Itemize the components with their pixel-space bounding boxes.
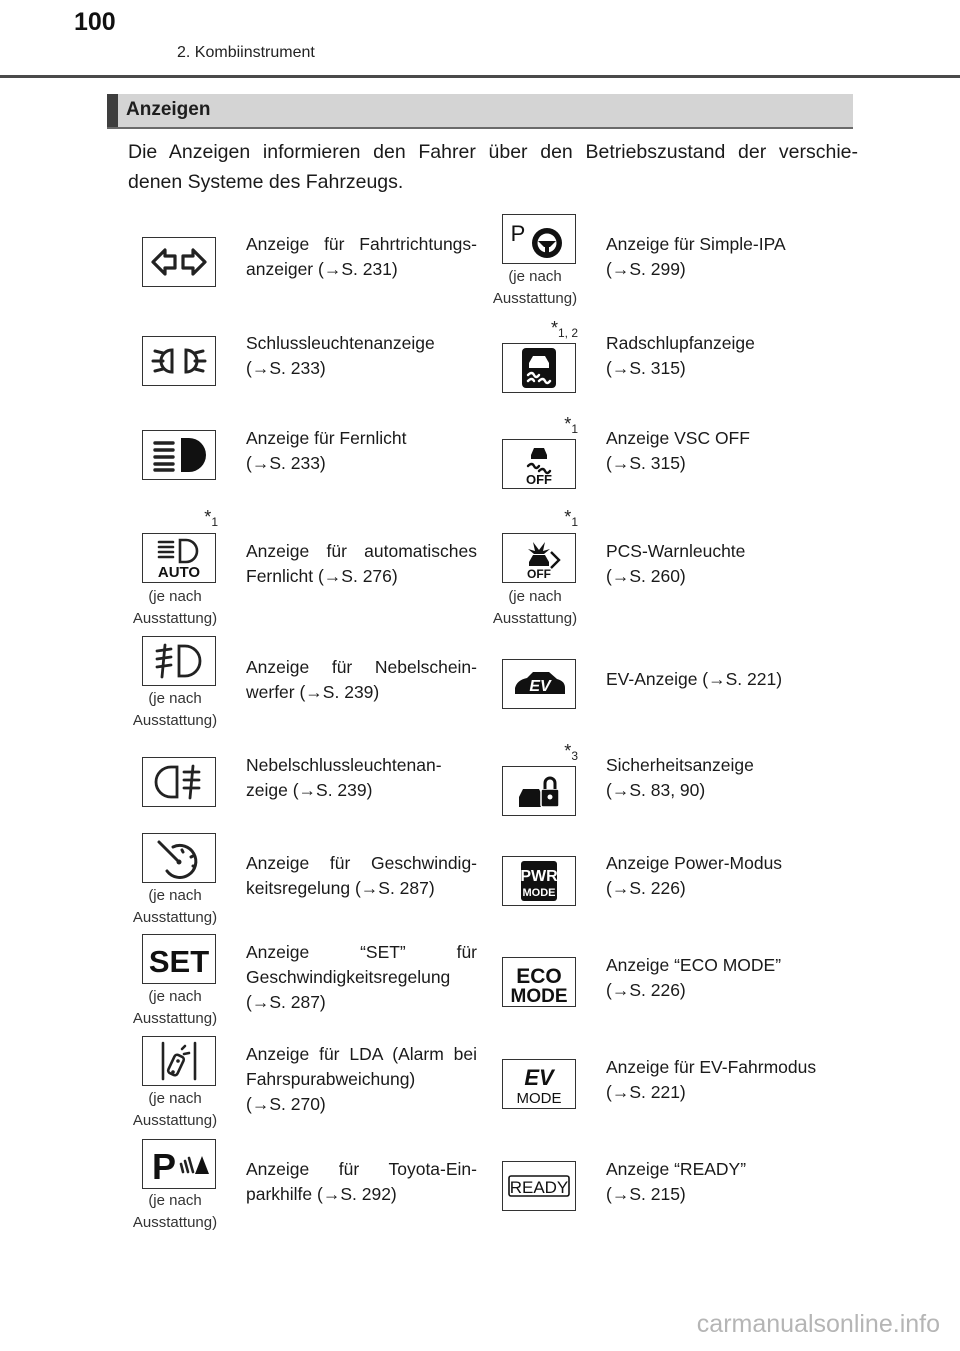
desc-line: (→S. 260) [606,566,686,586]
desc-line: Anzeige für EV-Fahrmodus [606,1057,817,1077]
simple-ipa-icon [502,214,576,264]
auto-label: AUTO [157,564,201,581]
set-label: SET [148,944,210,979]
desc-line: Anzeige “ECO MODE” [606,955,782,975]
ready-icon [502,1161,576,1211]
desc-line: (→S. 233) [246,358,326,378]
desc-line: (→S. 226) [606,878,686,898]
desc-line: (→S. 233) [246,453,326,473]
desc-line: Fernlicht (→S. 276) [246,566,398,586]
auto-high-beam-icon [142,533,216,583]
off-label: OFF [526,472,552,487]
desc-eco-mode [606,953,846,1003]
desc-line: Anzeige VSC OFF [606,428,750,448]
desc-line: keitsregelung (→S. 287) [246,878,435,898]
desc-line: PCS-Warnleuchte [606,541,746,561]
equipment-note: (je nach Ausstattung) [132,588,218,627]
vsc-off-icon [502,439,576,489]
desc-line: (→S. 270) [246,1094,326,1114]
desc-turn-signal [246,232,477,282]
front-fog-light-icon [142,636,216,686]
desc-line: Anzeige für Toyota-Ein- [246,1159,477,1179]
desc-line: Anzeige für LDA (Alarm bei [246,1044,477,1064]
desc-security [606,753,846,803]
equipment-note: (je nach Ausstattung) [492,588,578,627]
pwr-label: PWR [520,868,558,885]
set-icon [142,934,216,984]
desc-line: (→S. 215) [606,1184,686,1204]
desc-line: (→S. 226) [606,980,686,1000]
pcs-warning-icon [502,533,576,583]
desc-line: Anzeige für Fahrtrichtungs- [246,234,477,254]
lda-icon [142,1036,216,1086]
eco-label: ECO [516,965,562,988]
desc-line: Anzeige “READY” [606,1159,747,1179]
chapter-title: 2. Kombiinstrument [177,44,315,61]
section-title: Anzeigen [126,99,211,120]
desc-tail-light [246,331,477,381]
desc-ready [606,1157,846,1207]
footnote-marker: $*_1$ [564,414,578,436]
eco-mode-icon [502,957,576,1007]
p-label: P [510,221,526,246]
desc-lda [246,1042,477,1117]
equipment-note: (je nach Ausstattung) [492,268,578,307]
tail-light-icon [142,336,216,386]
desc-line: (→S. 287) [246,992,326,1012]
footnote-marker: $*_{1, 2}$ [550,318,578,340]
ev-label: EV [529,678,551,695]
mode-label: MODE [522,887,556,899]
power-mode-icon [502,856,576,906]
desc-cruise-control [246,851,477,901]
desc-line: Anzeige Power-Modus [606,853,783,873]
desc-parking-assist [246,1157,477,1207]
desc-line: zeige (→S. 239) [246,780,373,800]
section-header [107,94,853,129]
desc-ev-mode [606,1055,846,1105]
desc-vsc-off [606,426,846,476]
watermark: carmanualsonline.info [696,1310,940,1338]
desc-line: Anzeige für Simple-IPA [606,234,786,254]
desc-slip [606,331,846,381]
desc-line: (→S. 83, 90) [606,780,706,800]
desc-line: Radschlupfanzeige [606,333,755,353]
ready-label: READY [509,1178,569,1197]
desc-line: (→S. 315) [606,358,686,378]
desc-pcs [606,539,846,589]
desc-line: (→S. 315) [606,453,686,473]
equipment-note: (je nach Ausstattung) [132,988,218,1027]
desc-line: (→S. 221) [606,1082,686,1102]
desc-line: Fahrspurabweichung) [246,1069,416,1089]
mode-label: MODE [510,986,568,1007]
desc-high-beam [246,426,477,476]
parking-assist-icon [142,1139,216,1189]
ev-label: EV [524,1065,554,1090]
desc-line: werfer (→S. 239) [246,682,380,702]
p-label: P [151,1146,177,1187]
desc-line: Anzeige für Fernlicht [246,428,407,448]
desc-line: Anzeige für Nebelschein- [246,657,477,677]
intro-line-1: Die Anzeigen informieren den Fahrer über den Betriebszustand der verschie- [128,141,858,163]
desc-rear-fog [246,753,477,803]
desc-front-fog [246,655,477,705]
equipment-note: (je nach Ausstattung) [132,1090,218,1129]
equipment-note: (je nach Ausstattung) [132,887,218,926]
footnote-marker: $*_3$ [564,741,578,763]
rear-fog-light-icon [142,757,216,807]
desc-line: Anzeige “SET” für [246,942,477,962]
desc-line: Geschwindigkeitsregelung [246,967,451,987]
desc-simple-ipa [606,232,846,282]
desc-auto-high-beam [246,539,477,589]
desc-line: Anzeige für Geschwindig- [246,853,477,873]
security-indicator-icon [502,766,576,816]
ev-mode-icon [502,1059,576,1109]
turn-signal-icon [142,237,216,287]
desc-line: Schlussleuchtenanzeige [246,333,435,353]
desc-line: Sicherheitsanzeige [606,755,754,775]
section-accent [107,94,118,127]
desc-line: parkhilfe (→S. 292) [246,1184,397,1204]
desc-line: Nebelschlussleuchtenan- [246,755,442,775]
desc-ev [606,667,846,692]
intro-paragraph [128,137,858,197]
slip-indicator-icon [502,343,576,393]
equipment-note: (je nach Ausstattung) [132,690,218,729]
equipment-note: (je nach Ausstattung) [132,1192,218,1231]
desc-set [246,940,477,1015]
desc-line: EV-Anzeige (→S. 221) [606,669,783,689]
off-label: OFF [527,567,551,581]
footnote-marker: $*_1$ [204,507,218,529]
desc-line: Anzeige für automatisches [246,541,477,561]
header-rule [0,75,960,78]
desc-power-mode [606,851,846,901]
high-beam-icon [142,430,216,480]
page-number: 100 [74,8,116,36]
intro-line-2: denen Systeme des Fahrzeugs. [128,171,404,193]
cruise-control-icon [142,833,216,883]
ev-indicator-icon [502,659,576,709]
desc-line: (→S. 299) [606,259,686,279]
desc-line: anzeiger (→S. 231) [246,259,398,279]
mode-label: MODE [516,1090,562,1107]
footnote-marker: $*_1$ [564,507,578,529]
